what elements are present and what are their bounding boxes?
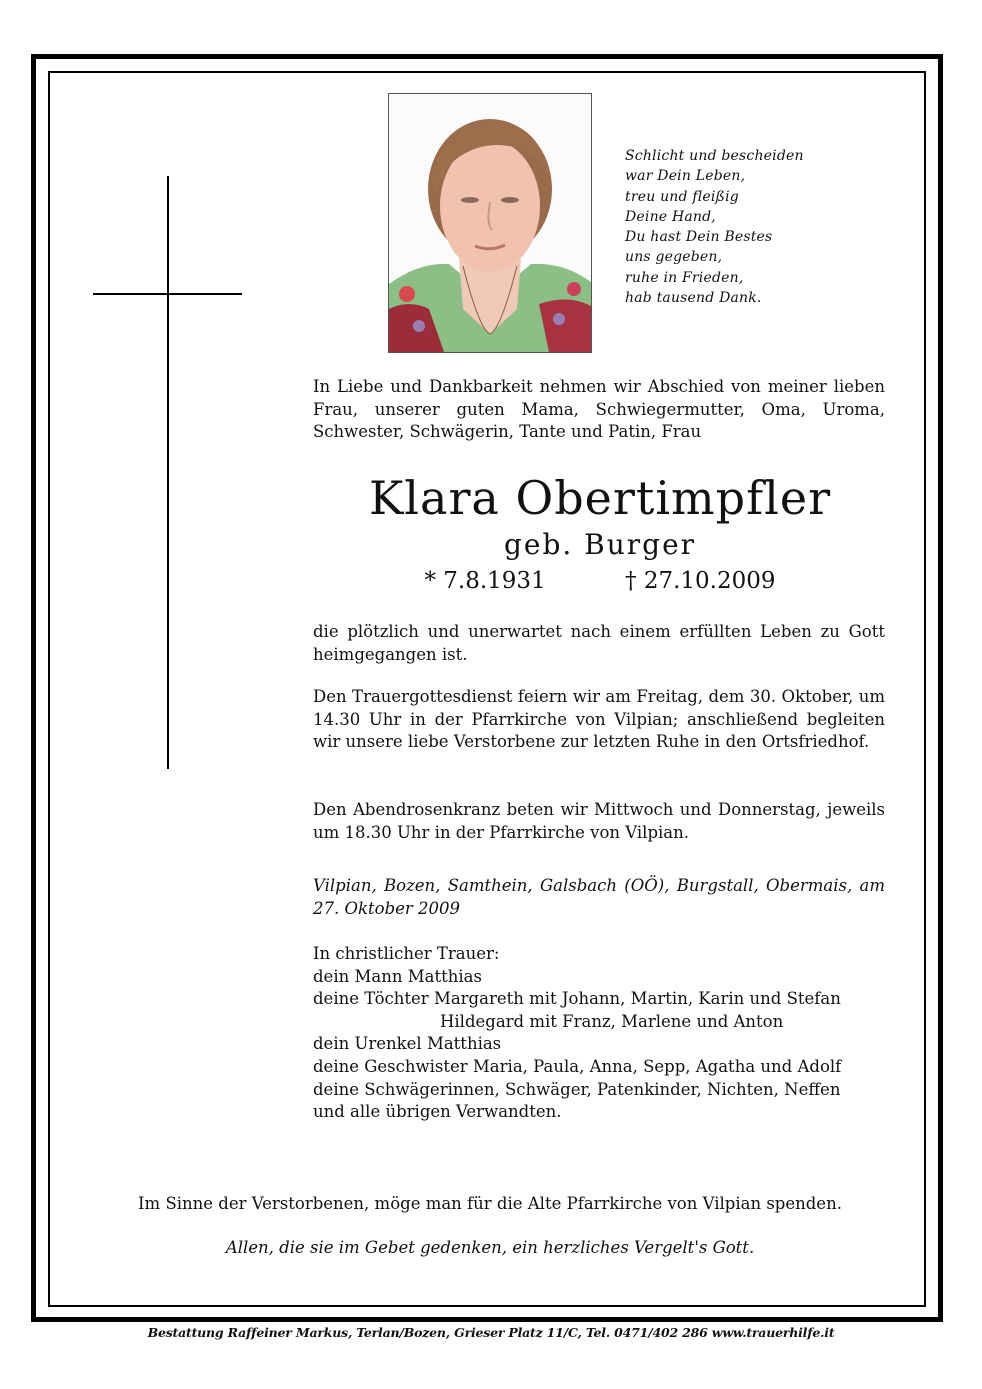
life-dates — [300, 566, 900, 596]
poem-line: Deine Hand, — [625, 208, 716, 225]
birth-date: * 7.8.1931 — [424, 568, 546, 594]
funeral-service-paragraph: Den Trauergottesdienst feiern wir am Freitag, dem 30. Oktober, um 14.30 Uhr in der Pfarrkirche von Vilpian; anschließend begleiten wir unsere liebe Verstorbene zur letzten Ruhe in den Ortsfriedhof. — [313, 687, 885, 751]
portrait-photo — [388, 93, 592, 353]
mourner-line: und alle übrigen Verwandten. — [313, 1102, 562, 1122]
mourners-list — [313, 943, 903, 1124]
poem-line: hab tausend Dank. — [625, 290, 762, 307]
poem-line: treu und fleißig — [625, 188, 739, 205]
mourner-line: dein Mann Matthias — [313, 966, 482, 986]
mourners-heading: In christlicher Trauer: — [313, 944, 500, 963]
mourner-line: deine Schwägerinnen, Schwäger, Patenkinder, Nichten, Neffen — [313, 1079, 841, 1099]
poem-line: ruhe in Frieden, — [625, 269, 744, 286]
death-date: † 27.10.2009 — [625, 568, 776, 594]
cross-icon-horizontal-bar — [93, 293, 242, 295]
poem-line: uns gegeben, — [625, 249, 723, 266]
mourner-line: deine Töchter Margareth mit Johann, Martin, Karin und Stefan — [313, 989, 841, 1009]
rosary-paragraph: Den Abendrosenkranz beten wir Mittwoch und Donnerstag, jeweils um 18.30 Uhr in der Pfarrkirche von Vilpian. — [313, 800, 885, 842]
maiden-name: geb. Burger — [503, 528, 697, 561]
funeral-home-footer: Bestattung Raffeiner Markus, Terlan/Bozen, Grieser Platz 11/C, Tel. 0471/402 286 www.trauerhilfe.it — [147, 1325, 835, 1340]
poem-line: Du hast Dein Bestes — [625, 229, 773, 246]
place-and-date: Vilpian, Bozen, Samthein, Galsbach (OÖ), Burgstall, Obermais, am 27. Oktober 2009 — [313, 876, 885, 918]
intro-paragraph: In Liebe und Dankbarkeit nehmen wir Abschied von meiner lieben Frau, unserer guten Mama, Schwiegermutter, Oma, Uroma, Schwester, Schwägerin, Tante und Patin, Frau — [313, 377, 885, 441]
memorial-poem — [625, 146, 804, 308]
cross-icon-vertical-bar — [167, 176, 169, 769]
mourner-line: deine Geschwister Maria, Paula, Anna, Sepp, Agatha und Adolf — [313, 1056, 842, 1076]
mourner-line: Hildegard mit Franz, Marlene und Anton — [440, 1011, 784, 1031]
poem-line: Schlicht und bescheiden — [625, 148, 804, 164]
deceased-name: Klara Obertimpfler — [368, 471, 832, 525]
poem-line: war Dein Leben, — [625, 168, 746, 185]
passing-paragraph: die plötzlich und unerwartet nach einem erfüllten Leben zu Gott heimgegangen ist. — [313, 622, 885, 664]
donation-note: Im Sinne der Verstorbenen, möge man für die Alte Pfarrkirche von Vilpian spenden. — [138, 1194, 842, 1213]
portrait-illustration — [389, 94, 591, 352]
mourner-line: dein Urenkel Matthias — [313, 1034, 502, 1054]
thanks-note: Allen, die sie im Gebet gedenken, ein herzliches Vergelt's Gott. — [225, 1238, 755, 1257]
